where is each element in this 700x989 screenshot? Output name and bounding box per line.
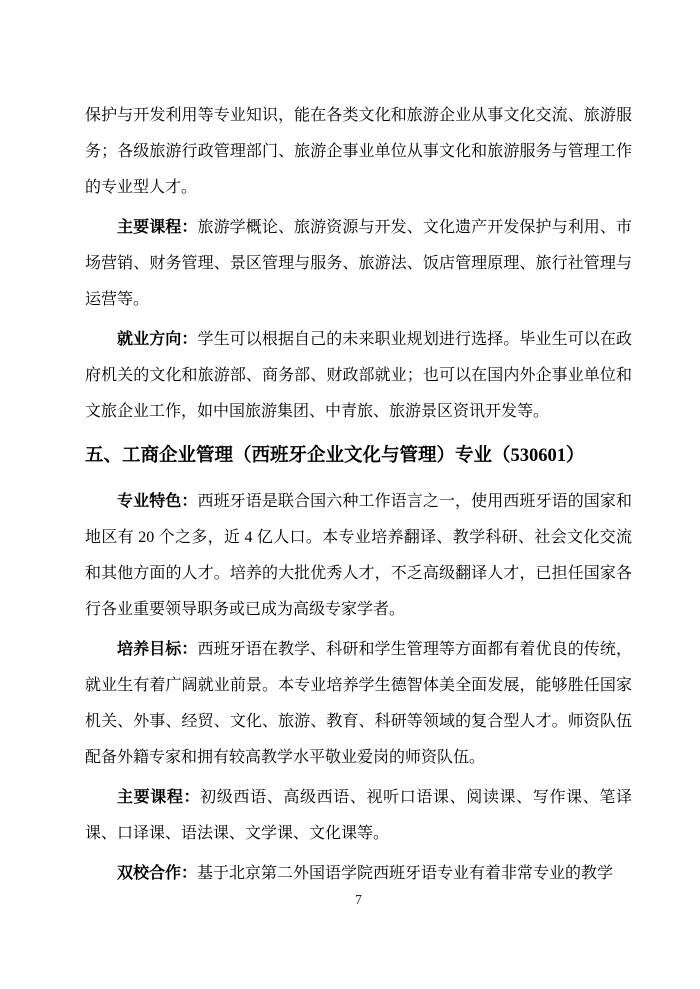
paragraph-text: 基于北京第二外国语学院西班牙语专业有着非常专业的教学 [197,865,614,882]
body-paragraph [85,98,632,206]
paragraph-label: 双校合作： [117,865,198,882]
body-paragraph [85,856,632,892]
paragraph-label: 主要课程： [117,789,201,806]
paragraph-text: 旅游学概论、旅游资源与开发、文化遗产开发保护与利用、市场营销、财务管理、景区管理与服务、旅游法、饭店管理原理、旅行社管理与运营等。 [85,219,632,308]
body-paragraph [85,780,632,852]
page-number: 7 [355,892,362,907]
paragraph-label: 专业特色： [117,493,198,510]
paragraph-label: 就业方向： [117,331,198,348]
paragraph-text: 学生可以根据自己的未来职业规划进行选择。毕业生可以在政府机关的文化和旅游部、商务部、财政部就业；也可以在国内外企事业单位和文旅企业工作，如中国旅游集团、中青旅、旅游景区资讯开发等。 [85,331,632,420]
paragraph-text: 西班牙语在教学、科研和学生管理等方面都有着优良的传统，就业生有着广阔就业前景。本专业培养学生德智体美全面发展，能够胜任国家机关、外事、经贸、文化、旅游、教育、科研等领域的复合型人才。师资队伍配备外籍专家和拥有较高教学水平敬业爱岗的师资队伍。 [85,641,632,766]
paragraph-text: 西班牙语是联合国六种工作语言之一，使用西班牙语的国家和地区有 20 个之多，近 4 亿人口。本专业培养翻译、教学科研、社会文化交流和其他方面的人才。培养的大批优秀人才，不乏高级翻译人才，已担任国家各行各业重要领导职务或已成为高级专家学者。 [85,493,632,618]
body-paragraph [85,632,632,776]
body-paragraph [85,210,632,318]
body-paragraph [85,322,632,430]
paragraph-text: 保护与开发利用等专业知识，能在各类文化和旅游企业从事文化交流、旅游服务；各级旅游行政管理部门、旅游企事业单位从事文化和旅游服务与管理工作的专业型人才。 [85,107,632,196]
paragraph-text: 初级西语、高级西语、视听口语课、阅读课、写作课、笔译课、口译课、语法课、文学课、文化课等。 [85,789,632,842]
body-paragraph [85,484,632,628]
paragraph-label: 主要课程： [117,219,198,236]
paragraph-label: 培养目标： [117,641,198,658]
section-heading: 五、工商企业管理（西班牙企业文化与管理）专业（530601） [85,446,585,466]
